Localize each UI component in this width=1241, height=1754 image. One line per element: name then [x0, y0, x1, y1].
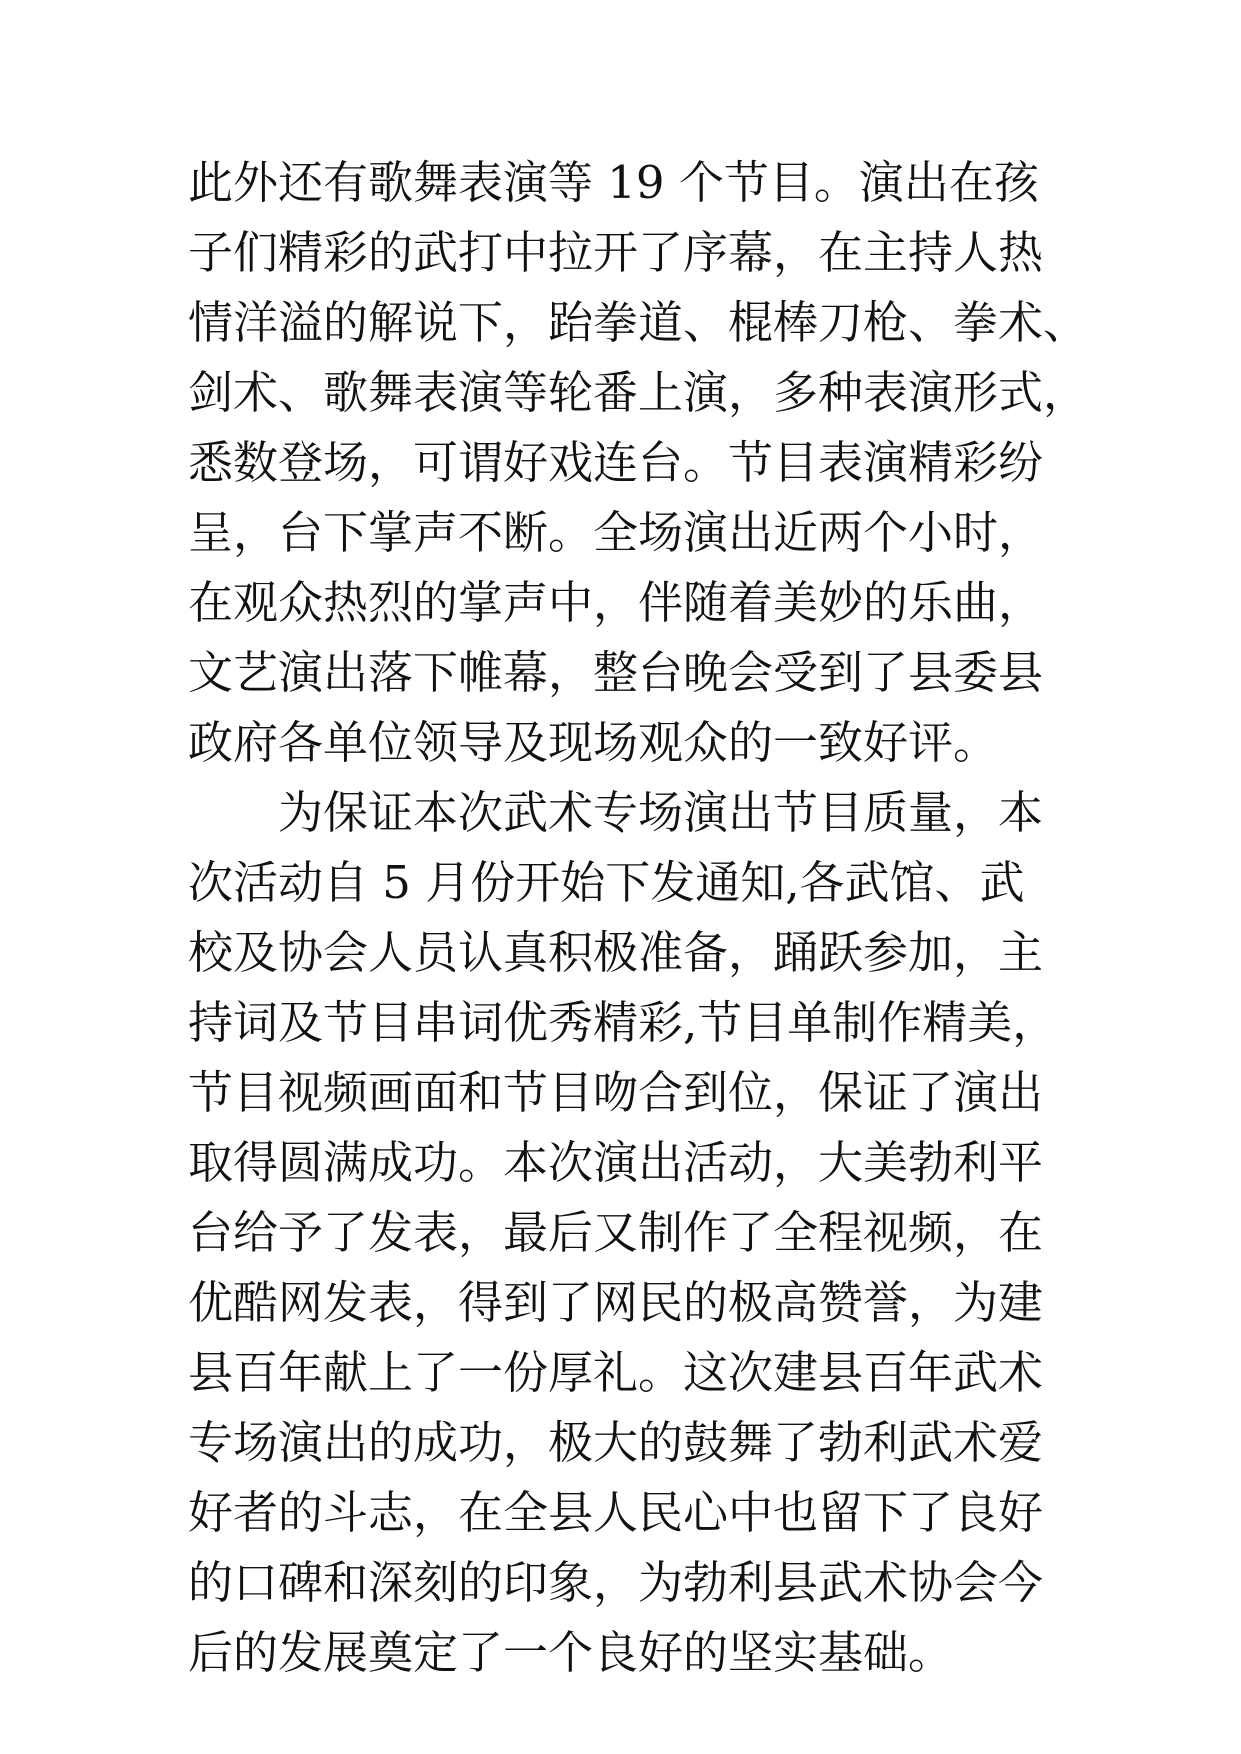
text-line: 子们精彩的武打中拉开了序幕，在主持人热	[188, 226, 1044, 279]
text-line: 悉数登场，可谓好戏连台。节目表演精彩纷	[188, 436, 1044, 489]
text-line: 专场演出的成功，极大的鼓舞了勃利武术爱	[188, 1416, 1044, 1469]
text-line: 优酷网发表，得到了网民的极高赞誉，为建	[188, 1276, 1044, 1329]
body-text	[188, 148, 1188, 1688]
text-line: 此外还有歌舞表演等 19 个节目。演出在孩	[188, 156, 1039, 209]
text-line: 次活动自 5 月份开始下发通知,各武馆、武	[188, 856, 1025, 909]
text-line: 节目视频画面和节目吻合到位，保证了演出	[188, 1066, 1044, 1119]
text-line: 校及协会人员认真积极准备，踊跃参加，主	[188, 926, 1044, 979]
text-line: 县百年献上了一份厚礼。这次建县百年武术	[188, 1346, 1044, 1399]
text-line: 台给予了发表，最后又制作了全程视频，在	[188, 1206, 1044, 1259]
text-line: 好者的斗志，在全县人民心中也留下了良好	[188, 1486, 1044, 1539]
text-line: 呈，台下掌声不断。全场演出近两个小时，	[188, 506, 1044, 559]
text-line: 持词及节目串词优秀精彩,节目单制作精美，	[188, 996, 1058, 1049]
text-line: 取得圆满成功。本次演出活动，大美勃利平	[188, 1136, 1044, 1189]
text-line: 政府各单位领导及现场观众的一致好评。	[188, 716, 999, 769]
paragraph-first-line: 为保证本次武术专场演出节目质量，本	[278, 786, 1044, 839]
text-line: 剑术、歌舞表演等轮番上演，多种表演形式，	[188, 366, 1089, 419]
text-line: 后的发展奠定了一个良好的坚实基础。	[188, 1626, 954, 1679]
text-line: 的口碑和深刻的印象，为勃利县武术协会今	[188, 1556, 1044, 1609]
text-line: 情洋溢的解说下，跆拳道、棍棒刀枪、拳术、	[188, 296, 1089, 349]
text-line: 文艺演出落下帷幕，整台晚会受到了县委县	[188, 646, 1044, 699]
text-line: 在观众热烈的掌声中，伴随着美妙的乐曲，	[188, 576, 1044, 629]
